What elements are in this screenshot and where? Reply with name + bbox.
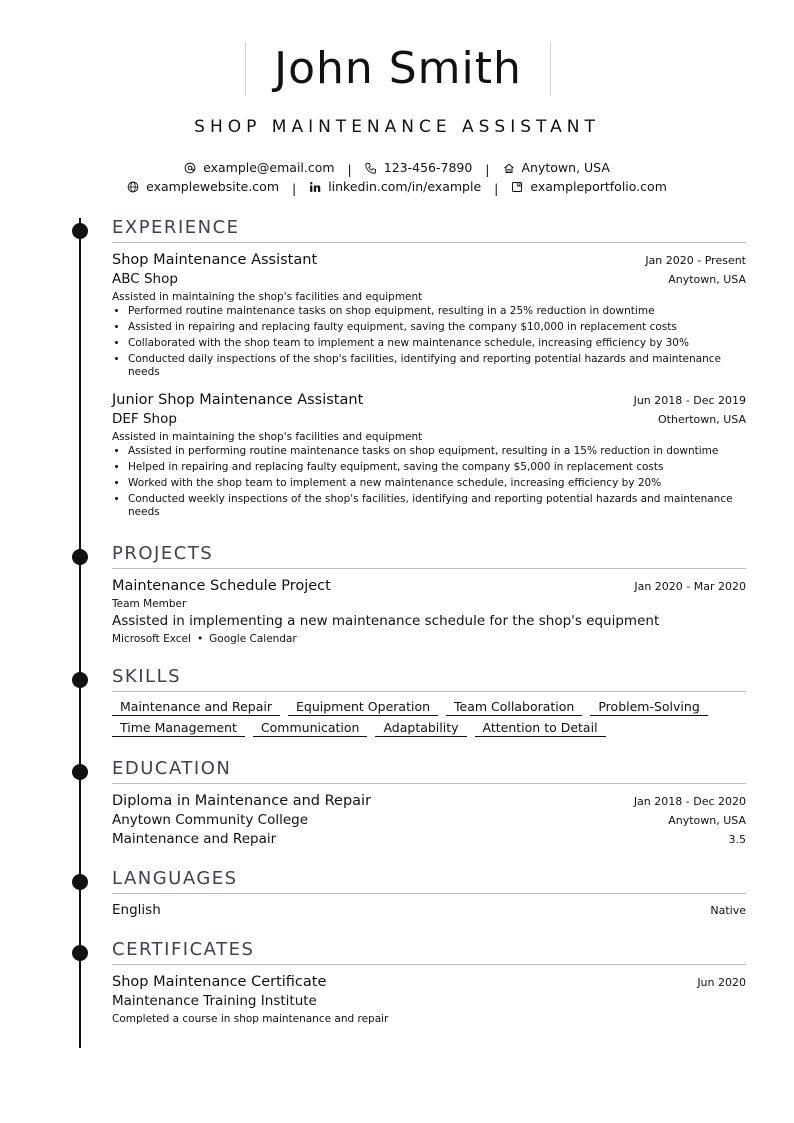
linkedin-text: linkedin.com/in/example bbox=[328, 179, 482, 194]
skills-list bbox=[112, 699, 746, 741]
certificates-section bbox=[112, 938, 746, 1027]
contact-separator: | bbox=[485, 162, 490, 177]
education-date: Jan 2018 - Dec 2020 bbox=[633, 795, 746, 808]
certificate-name: Shop Maintenance Certificate bbox=[112, 974, 327, 990]
timeline-dot bbox=[72, 672, 88, 688]
job-title: SHOP MAINTENANCE ASSISTANT bbox=[194, 117, 600, 137]
tool-separator: • bbox=[196, 633, 204, 645]
job-summary: Assisted in maintaining the shop's facilities and equipment bbox=[112, 431, 423, 443]
contact-row-1 bbox=[0, 159, 794, 179]
languages-section bbox=[112, 867, 746, 920]
skill-tag: Equipment Operation bbox=[288, 699, 438, 716]
job-summary: Assisted in maintaining the shop's facilities and equipment bbox=[112, 291, 423, 303]
job-entry bbox=[112, 390, 746, 518]
contact-row-2 bbox=[0, 178, 794, 198]
projects-section bbox=[112, 542, 746, 647]
experience-list bbox=[112, 250, 746, 518]
job-location: Othertown, USA bbox=[658, 413, 746, 426]
language-name: English bbox=[112, 902, 161, 918]
section-title: PROJECTS bbox=[112, 542, 746, 569]
job-entry bbox=[112, 250, 746, 378]
portfolio-icon bbox=[511, 181, 523, 193]
skill-tag: Adaptability bbox=[375, 720, 466, 737]
job-company: ABC Shop bbox=[112, 271, 178, 287]
skill-tag: Problem-Solving bbox=[590, 699, 707, 716]
certificate-date: Jun 2020 bbox=[697, 976, 746, 989]
job-role: Junior Shop Maintenance Assistant bbox=[112, 392, 364, 408]
certificate-issuer: Maintenance Training Institute bbox=[112, 993, 317, 1009]
portfolio-item[interactable] bbox=[511, 178, 667, 196]
list-item: • Conducted weekly inspections of the shop's facilities, identifying and reporting potential hazards and maintenance needs bbox=[128, 493, 746, 518]
school-name: Anytown Community College bbox=[112, 812, 309, 828]
timeline-dot bbox=[72, 549, 88, 565]
project-tools bbox=[112, 631, 746, 647]
location-text: Anytown, USA bbox=[521, 160, 610, 175]
gpa-value: 3.5 bbox=[728, 833, 746, 846]
list-item: • Performed routine maintenance tasks on shop equipment, resulting in a 25% reduction in downtime bbox=[128, 305, 746, 318]
contact-separator: | bbox=[347, 162, 352, 177]
globe-icon bbox=[127, 181, 139, 193]
website-item[interactable] bbox=[127, 178, 279, 196]
project-role: Team Member bbox=[112, 598, 187, 610]
school-location: Anytown, USA bbox=[668, 814, 746, 827]
job-role: Shop Maintenance Assistant bbox=[112, 252, 318, 268]
portfolio-text: exampleportfolio.com bbox=[530, 179, 667, 194]
list-item: • Worked with the shop team to implement a new maintenance schedule, increasing efficiency by 20% bbox=[128, 477, 746, 490]
job-location: Anytown, USA bbox=[668, 273, 746, 286]
project-description: Assisted in implementing a new maintenance schedule for the shop's equipment bbox=[112, 613, 660, 629]
timeline-dot bbox=[72, 874, 88, 890]
field-of-study: Maintenance and Repair bbox=[112, 831, 277, 847]
home-icon bbox=[503, 162, 515, 174]
tool-tag: Google Calendar bbox=[209, 633, 297, 645]
list-item: • Helped in repairing and replacing faulty equipment, saving the company $5,000 in replacement costs bbox=[128, 461, 746, 474]
email-item[interactable] bbox=[184, 159, 334, 177]
job-bullets bbox=[112, 445, 746, 518]
list-item: • Assisted in repairing and replacing faulty equipment, saving the company $10,000 in replacement costs bbox=[128, 321, 746, 334]
section-title: CERTIFICATES bbox=[112, 938, 746, 965]
section-title: EXPERIENCE bbox=[112, 216, 746, 243]
skills-section bbox=[112, 665, 746, 741]
language-level: Native bbox=[710, 904, 746, 917]
experience-section bbox=[112, 216, 746, 522]
timeline-dot bbox=[72, 223, 88, 239]
skill-tag: Communication bbox=[253, 720, 368, 737]
list-item: • Conducted daily inspections of the shop's facilities, identifying and reporting potential hazards and maintenance needs bbox=[128, 353, 746, 378]
skill-tag: Attention to Detail bbox=[475, 720, 606, 737]
job-bullets bbox=[112, 305, 746, 378]
phone-text: 123-456-7890 bbox=[383, 160, 473, 175]
project-date: Jan 2020 - Mar 2020 bbox=[634, 580, 746, 593]
section-title: SKILLS bbox=[112, 665, 746, 692]
linkedin-icon bbox=[309, 181, 321, 193]
job-date: Jan 2020 - Present bbox=[645, 254, 746, 267]
contact-separator: | bbox=[494, 181, 499, 196]
education-section bbox=[112, 757, 746, 849]
skill-tag: Team Collaboration bbox=[446, 699, 582, 716]
name-frame bbox=[245, 42, 551, 96]
tool-tag: Microsoft Excel bbox=[112, 633, 191, 645]
degree: Diploma in Maintenance and Repair bbox=[112, 793, 372, 809]
section-title: LANGUAGES bbox=[112, 867, 746, 894]
phone-item[interactable] bbox=[365, 159, 473, 177]
job-date: Jun 2018 - Dec 2019 bbox=[633, 394, 746, 407]
email-text: example@email.com bbox=[203, 160, 335, 175]
website-text: examplewebsite.com bbox=[146, 179, 279, 194]
timeline-line bbox=[79, 218, 81, 1048]
job-company: DEF Shop bbox=[112, 411, 177, 427]
phone-icon bbox=[365, 162, 377, 174]
certificate-description: Completed a course in shop maintenance and repair bbox=[112, 1013, 389, 1025]
skill-tag: Maintenance and Repair bbox=[112, 699, 280, 716]
section-title: EDUCATION bbox=[112, 757, 746, 784]
location-item bbox=[503, 159, 610, 177]
list-item: • Assisted in performing routine maintenance tasks on shop equipment, resulting in a 15% reduction in downtime bbox=[128, 445, 746, 458]
list-item: • Collaborated with the shop team to implement a new maintenance schedule, increasing efficiency by 30% bbox=[128, 337, 746, 350]
contact-separator: | bbox=[291, 181, 297, 196]
linkedin-item[interactable] bbox=[309, 178, 481, 196]
skill-tag: Time Management bbox=[112, 720, 245, 737]
candidate-name: John Smith bbox=[274, 43, 522, 94]
project-name: Maintenance Schedule Project bbox=[112, 578, 331, 594]
timeline-dot bbox=[72, 945, 88, 961]
timeline-dot bbox=[72, 764, 88, 780]
at-icon bbox=[184, 162, 196, 174]
